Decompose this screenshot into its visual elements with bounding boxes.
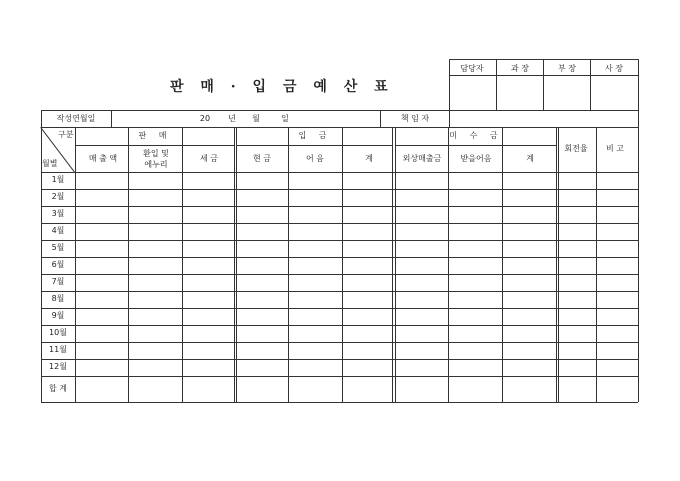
col-tax: 세 금	[200, 154, 218, 163]
grid-line-horizontal	[41, 342, 638, 343]
row-label-month: 4월	[51, 226, 65, 235]
date-month-unit: 월	[252, 114, 260, 123]
col-returns-line1: 환입 및	[143, 149, 169, 158]
grid-line-horizontal	[236, 145, 392, 146]
grid-line-horizontal	[41, 359, 638, 360]
row-label-total: 합 계	[49, 384, 67, 393]
grid-line-vertical	[638, 127, 639, 402]
col-sales-amount: 매 출 액	[88, 154, 118, 163]
grid-line-horizontal	[41, 172, 638, 173]
corner-label-category: 구분	[58, 130, 74, 139]
col-returns-line2: 에누리	[144, 160, 168, 169]
date-year-unit: 년	[228, 114, 236, 123]
grid-line-vertical	[342, 127, 343, 402]
grid-line-horizontal	[41, 223, 638, 224]
date-year-prefix: 20	[199, 114, 211, 123]
grid-line-vertical	[496, 59, 497, 110]
grid-line-vertical	[395, 127, 396, 402]
grid-line-vertical	[556, 127, 557, 402]
grid-line-horizontal	[41, 257, 638, 258]
grid-line-horizontal	[75, 145, 234, 146]
grid-line-vertical	[392, 127, 393, 402]
group-label-sales: 판 매	[138, 131, 172, 140]
grid-line-vertical	[558, 127, 559, 402]
grid-line-vertical	[236, 127, 237, 402]
corner-label-month: 월별	[42, 159, 58, 168]
grid-line-horizontal	[41, 240, 638, 241]
grid-line-horizontal	[41, 402, 638, 403]
page-title: 판 매 · 입 금 예 산 표	[170, 79, 394, 95]
grid-line-vertical	[638, 59, 639, 110]
approval-label-department: 부 장	[558, 64, 576, 73]
group-label-deposit: 입 금	[298, 131, 332, 140]
row-label-month: 3월	[51, 209, 65, 218]
col-deposit-total: 계	[365, 154, 373, 163]
grid-line-vertical	[128, 127, 129, 402]
grid-line-vertical	[182, 127, 183, 402]
grid-line-horizontal	[41, 189, 638, 190]
group-label-receivable: 미 수 금	[449, 131, 503, 140]
grid-line-vertical	[234, 127, 235, 402]
col-notes-receivable: 받을어음	[460, 154, 492, 163]
grid-line-horizontal	[41, 325, 638, 326]
grid-line-horizontal	[41, 376, 638, 377]
row-label-month: 9월	[51, 311, 65, 320]
grid-line-vertical	[590, 59, 591, 110]
grid-line-horizontal	[41, 308, 638, 309]
row-label-month: 1월	[51, 175, 65, 184]
row-label-month: 10월	[49, 328, 67, 337]
grid-line-vertical	[41, 110, 42, 127]
grid-line-vertical	[449, 59, 450, 110]
grid-line-vertical	[380, 110, 381, 127]
grid-line-vertical	[638, 110, 639, 127]
grid-line-horizontal	[41, 206, 638, 207]
date-label: 작성연월일	[56, 114, 96, 123]
grid-line-horizontal	[41, 291, 638, 292]
grid-line-vertical	[543, 59, 544, 110]
grid-line-vertical	[596, 127, 597, 402]
grid-line-vertical	[449, 110, 450, 127]
grid-line-vertical	[502, 127, 503, 402]
grid-line-vertical	[288, 127, 289, 402]
row-label-month: 12월	[49, 362, 67, 371]
row-label-month: 2월	[51, 192, 65, 201]
col-accounts-receivable: 외상매출금	[402, 154, 442, 163]
approval-label-section: 과 장	[511, 64, 529, 73]
date-day-unit: 일	[281, 114, 289, 123]
col-receivable-total: 계	[526, 154, 534, 163]
col-notes: 어 음	[306, 154, 324, 163]
col-turnover: 회전율	[564, 144, 588, 153]
row-label-month: 7월	[51, 277, 65, 286]
row-label-month: 11월	[49, 345, 67, 354]
grid-line-horizontal	[41, 127, 638, 128]
row-label-month: 6월	[51, 260, 65, 269]
grid-line-vertical	[448, 127, 449, 402]
grid-line-horizontal	[41, 110, 638, 111]
grid-line-vertical	[111, 110, 112, 127]
col-remarks: 비 고	[606, 144, 624, 153]
grid-line-horizontal	[41, 274, 638, 275]
grid-line-vertical	[75, 127, 76, 402]
row-label-month: 5월	[51, 243, 65, 252]
col-cash: 현 금	[253, 154, 271, 163]
grid-line-horizontal	[395, 145, 556, 146]
manager-label: 책 임 자	[400, 114, 430, 123]
approval-label-president: 사 장	[605, 64, 623, 73]
row-label-month: 8월	[51, 294, 65, 303]
approval-label-staff: 담당자	[460, 64, 484, 73]
